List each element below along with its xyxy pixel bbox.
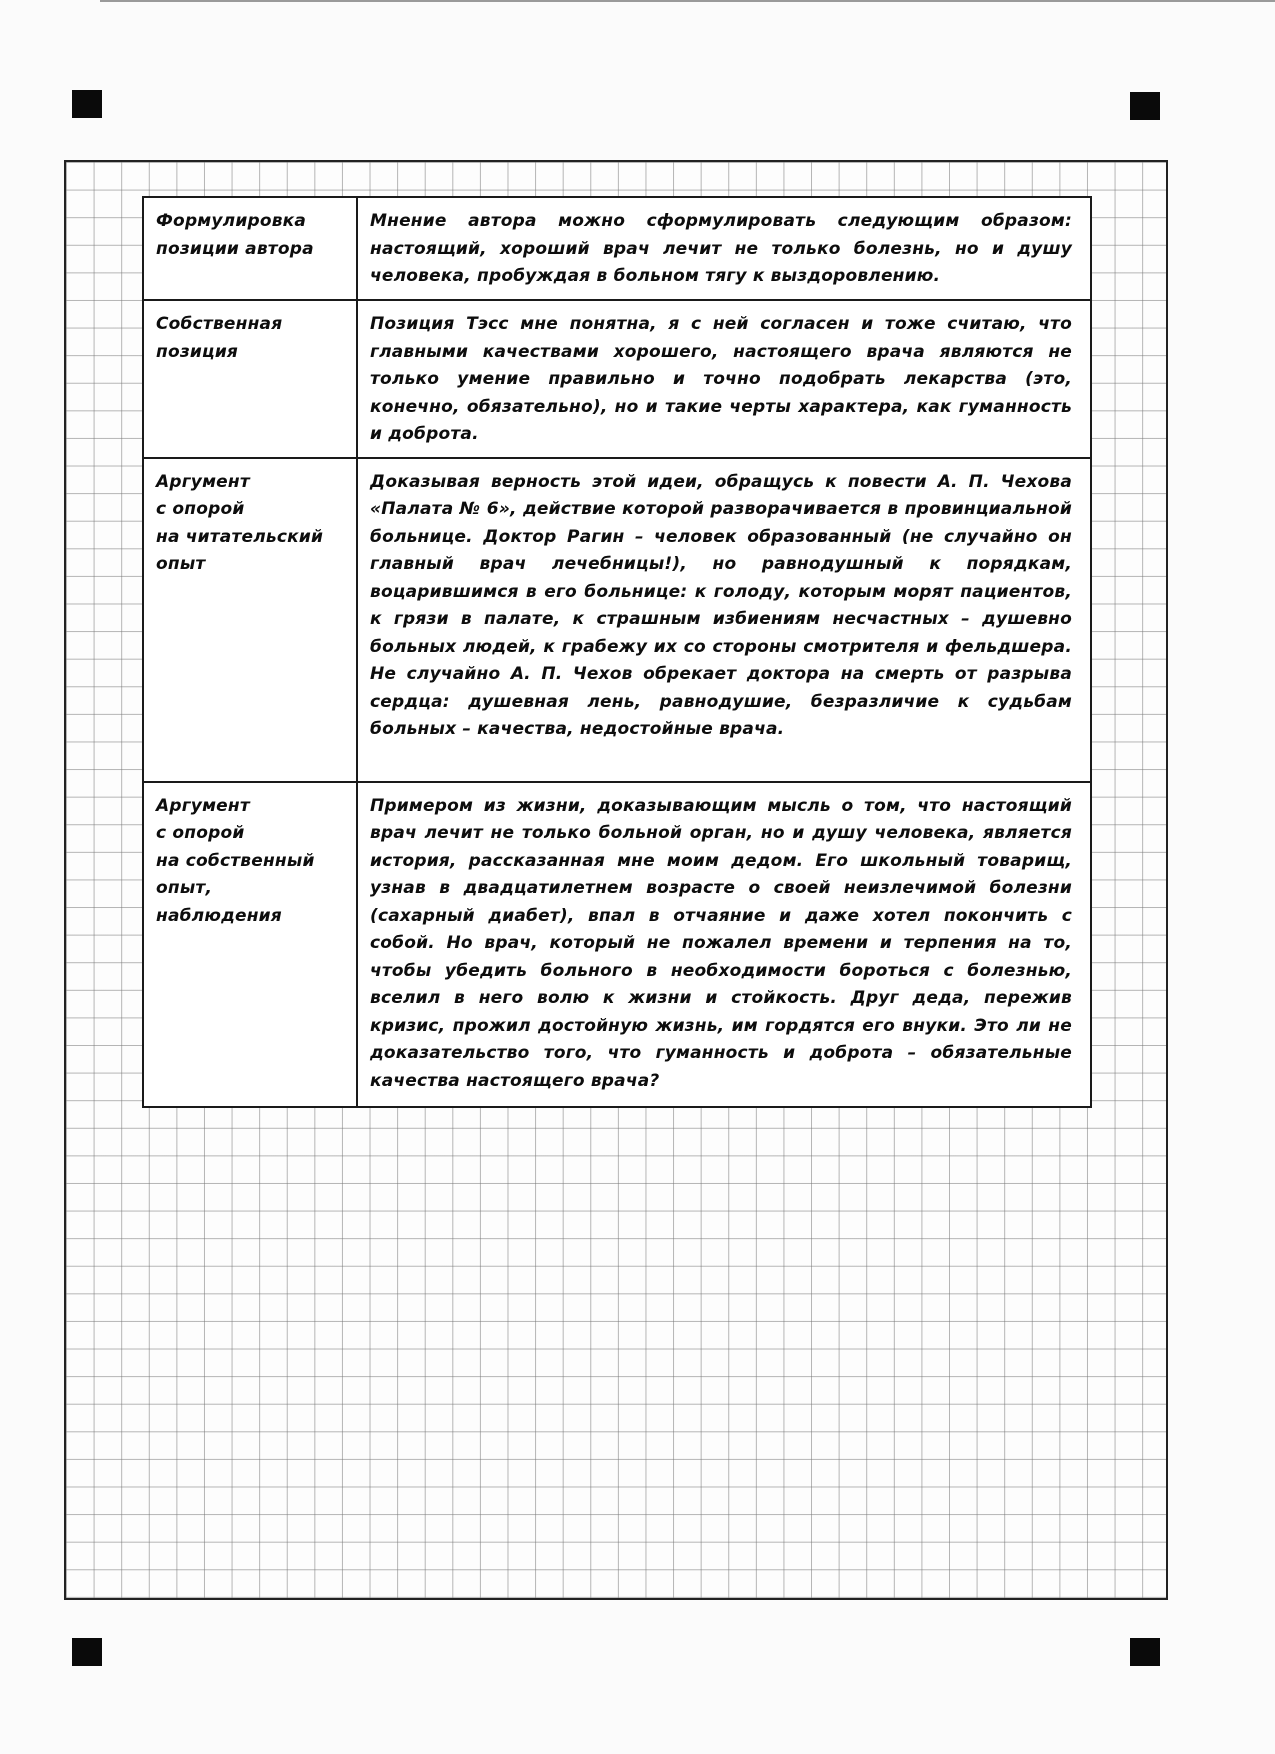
row-label-cell — [143, 197, 357, 300]
row-label-cell — [143, 300, 357, 458]
row-content-cell — [357, 300, 1091, 458]
row-label-cell — [143, 782, 357, 1107]
table-row-reading-argument — [143, 458, 1091, 782]
row-label-cell — [143, 458, 357, 782]
essay-plan-table — [142, 196, 1092, 1108]
row-content: Доказывая верность этой идеи, обращусь к повести А. П. Чехова «Палата № 6», действие которой разворачивается в провинциальной больнице. Доктор Рагин – человек образованный (не случайно он главный врач лечебницы!), но равнодушный к порядкам, воцарившимся в его больнице: к голоду, которым морят пациентов, к грязи в палате, к страшным избиениям несчастных – душевно больных людей, к грабежу их со стороны смотрителя и фельдшера. Не случайно А. П. Чехов обрекает доктора на смерть от разрыва сердца: душевная лень, равнодушие, безразличие к судьбам больных – качества, недостойные врача. — [370, 471, 1072, 739]
table-row-own-position — [143, 300, 1091, 458]
row-content: Мнение автора можно сформулировать следующим образом: настоящий, хороший врач лечит не только болезнь, но и душу человека, пробуждая в больном тягу к выздоровлению. — [370, 211, 1072, 286]
registration-mark-top-right — [1130, 92, 1160, 120]
row-content-cell — [357, 458, 1091, 782]
scan-top-edge-line — [100, 0, 1275, 2]
row-label: Аргумент с опорой на читательский опыт — [156, 471, 324, 574]
table-row-author-position — [143, 197, 1091, 300]
row-content-cell — [357, 197, 1091, 300]
row-content-cell — [357, 782, 1091, 1107]
graph-paper-sheet — [64, 160, 1168, 1600]
row-content: Примером из жизни, доказывающим мысль о том, что настоящий врач лечит не только больной орган, но и душу человека, является история, рассказанная мне моим дедом. Его школьный товарищ, узнав в двадцатилетнем возрасте о своей неизлечимой болезни (сахарный диабет), впал в отчаяние и даже хотел покончить с собой. Но врач, который не пожалел времени и терпения на то, чтобы убедить больного в необходимости бороться с болезнью, вселил в него волю к жизни и стойкость. Друг деда, пережив кризис, прожил достойную жизнь, им гордятся его внуки. Это ли не доказательство того, что гуманность и доброта – обязательные качества настоящего врача? — [370, 795, 1072, 1091]
row-label: Собственная позиция — [156, 314, 283, 362]
row-label: Формулировка позиции автора — [156, 211, 314, 259]
registration-mark-top-left — [72, 90, 102, 118]
table-row-life-argument — [143, 782, 1091, 1107]
row-label: Аргумент с опорой на собственный опыт, наблюдения — [156, 795, 315, 926]
row-content: Позиция Тэсс мне понятна, я с ней согласен и тоже считаю, что главными качествами хорошего, настоящего врача являются не только умение правильно и точно подобрать лекарства (это, конечно, обязательно), но и такие черты характера, как гуманность и доброта. — [370, 314, 1072, 444]
registration-mark-bottom-left — [72, 1638, 102, 1666]
registration-mark-bottom-right — [1130, 1638, 1160, 1666]
